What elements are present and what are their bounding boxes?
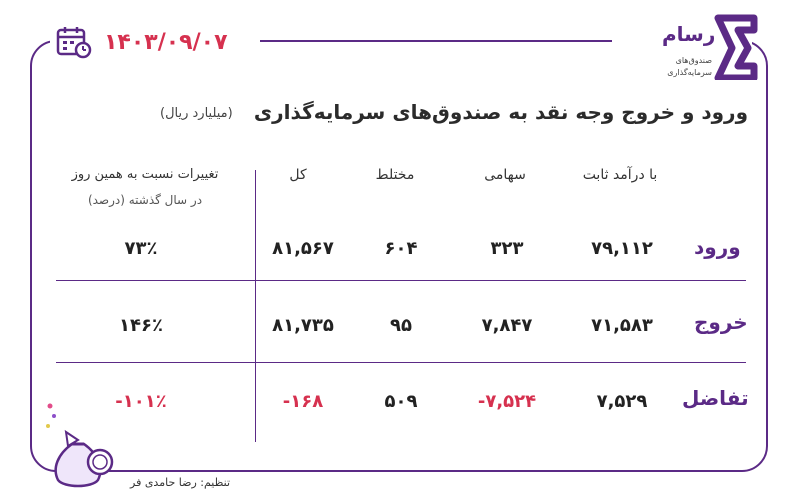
table-cell: ۷,۵۲۹ bbox=[596, 391, 648, 412]
col-header-equity: سهامی bbox=[484, 167, 526, 183]
unit-label: (میلیارد ریال) bbox=[160, 106, 233, 121]
table-cell-negative: -۷,۵۲۴ bbox=[477, 391, 537, 412]
table-cell: ۸۱,۷۳۵ bbox=[272, 315, 334, 336]
logo-subtitle-1: صندوق‌های bbox=[675, 56, 712, 65]
col-header-change-1: تغییرات نسبت به همین روز bbox=[71, 167, 219, 182]
table-cell: ۶۰۴ bbox=[384, 238, 418, 259]
calendar-icon bbox=[56, 25, 92, 63]
credit-text: تنظیم: رضا حامدی فر bbox=[126, 476, 234, 489]
table-cell: ۷۱,۵۸۳ bbox=[591, 315, 653, 336]
row-label-outflow: خروج bbox=[694, 310, 748, 334]
col-header-change-2: در سال گذشته (درصد) bbox=[87, 193, 203, 207]
row-label-inflow: ورود bbox=[694, 235, 741, 259]
table-cell: ۹۵ bbox=[390, 315, 412, 336]
table-cell-change-negative: -۱۰۱٪ bbox=[115, 391, 167, 412]
table-cell: ۵۰۹ bbox=[384, 391, 418, 412]
money-bag-icon bbox=[44, 402, 134, 496]
table-cell: ۳۲۳ bbox=[490, 238, 524, 259]
col-header-mixed: مختلط bbox=[375, 167, 415, 183]
page-title: ورود و خروج وجه نقد به صندوق‌های سرمایه‌گذاری bbox=[253, 100, 748, 124]
row-divider-1 bbox=[56, 280, 746, 281]
table-cell: ۷,۸۴۷ bbox=[481, 315, 533, 336]
row-label-net: تفاضل bbox=[682, 386, 749, 410]
logo-name: رسام bbox=[662, 22, 716, 46]
table-cell-change: ۱۴۶٪ bbox=[119, 315, 163, 336]
row-divider-2 bbox=[56, 362, 746, 363]
logo-subtitle-2: سرمایه‌گذاری bbox=[667, 68, 712, 77]
col-header-total: کل bbox=[289, 167, 307, 183]
report-date: ۱۴۰۳/۰۹/۰۷ bbox=[98, 30, 234, 55]
table-cell-negative: -۱۶۸ bbox=[282, 391, 324, 412]
table-cell: ۸۱,۵۶۷ bbox=[272, 238, 334, 259]
table-cell: ۷۹,۱۱۲ bbox=[591, 238, 653, 259]
table-cell-change: ۷۳٪ bbox=[124, 238, 158, 259]
col-header-fixed-income: با درآمد ثابت bbox=[582, 167, 658, 183]
